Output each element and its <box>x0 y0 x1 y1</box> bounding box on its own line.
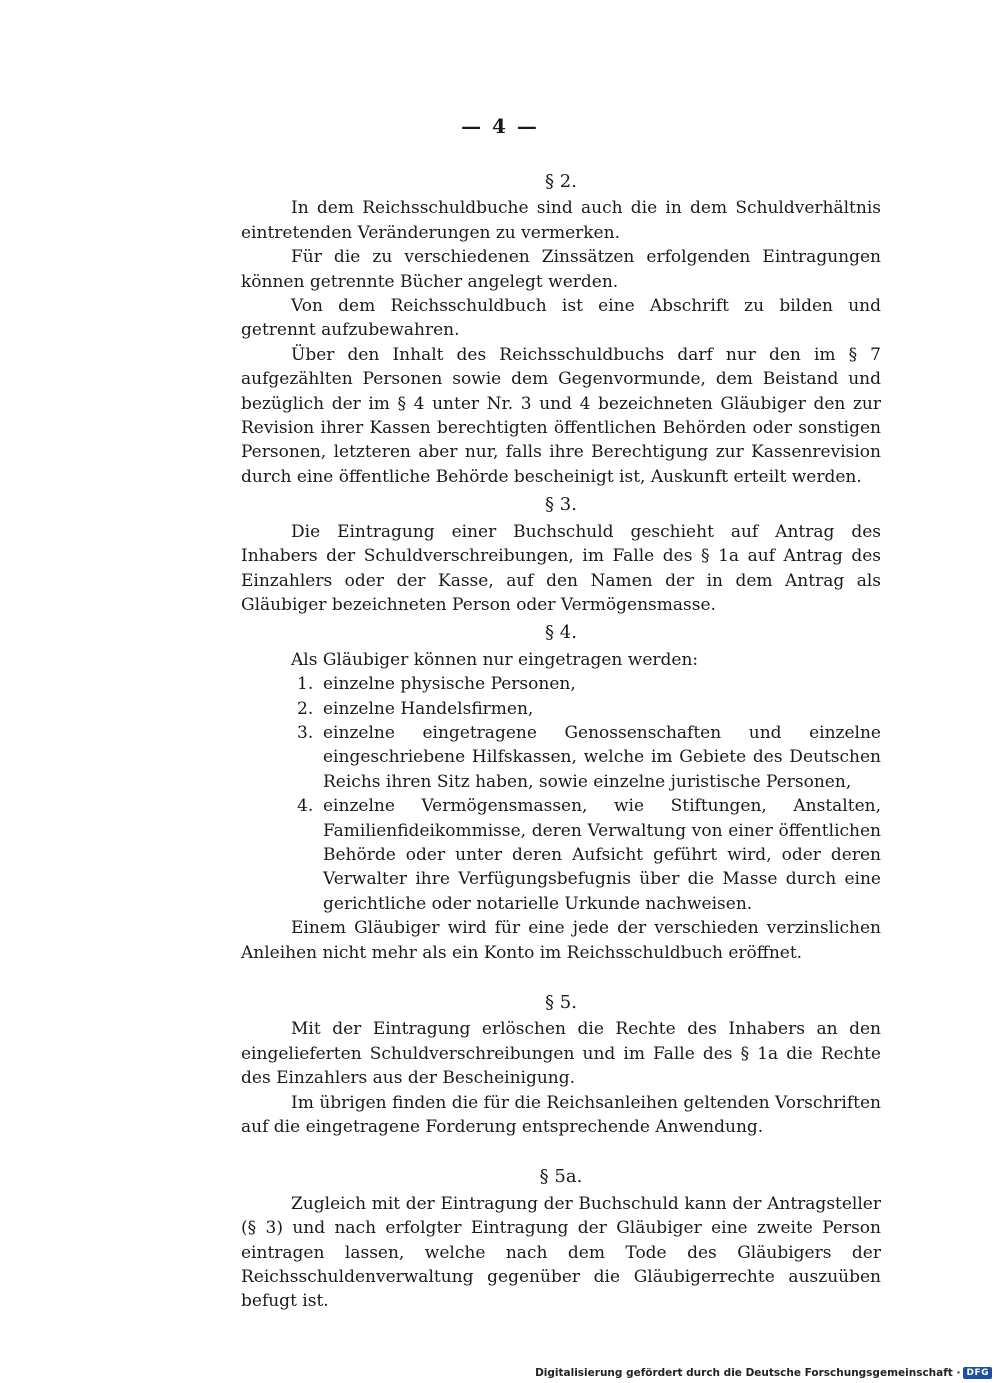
list-item-number: 2. <box>297 698 314 719</box>
list-item-text: einzelne physische Personen, <box>323 674 576 695</box>
list-item-text: einzelne Handelsfirmen, <box>323 698 534 719</box>
list-item-text: einzelne eingetragene Genossenschaften und einzelne eingeschriebene Hilfskassen, welche im Gebiete des Deutschen Reichs ihren Sitz haben, sowie einzelne juristische Personen, <box>323 722 881 792</box>
section-spacer <box>241 965 881 987</box>
list-item <box>241 697 881 721</box>
paragraph: Zugleich mit der Eintragung der Buchschuld kann der Antragsteller (§ 3) und nach erfolgter Eintragung der Gläubiger eine zweite Person eintragen lassen, welche nach dem Tode des Gläubigers der Reichsschuldenverwaltung gegenüber die Gläubigerrechte auszuüben befugt ist. <box>241 1193 881 1312</box>
paragraph: Im übrigen finden die für die Reichsanleihen geltenden Vorschriften auf die eingetragene Forderung entsprechende Anwendung. <box>241 1092 881 1138</box>
dfg-logo: DFG <box>963 1367 992 1379</box>
list-item <box>241 721 881 794</box>
credit-text: Digitalisierung gefördert durch die Deutsche Forschungsgemeinschaft · <box>535 1367 961 1379</box>
paragraph: In dem Reichsschuldbuche sind auch die in dem Schuldverhältnis eintretenden Veränderungen zu vermerken. <box>241 198 881 243</box>
section-heading-4: § 4. <box>545 622 577 644</box>
paragraph: Für die zu verschiedenen Zinssätzen erfolgenden Eintragungen können getrennte Bücher angelegt werden. <box>241 247 881 292</box>
paragraph: Die Eintragung einer Buchschuld geschieht auf Antrag des Inhabers der Schuldverschreibungen, im Falle des § 1a auf Antrag des Einzahlers oder der Kasse, auf den Namen der in dem Antrag als Gläubiger bezeichneten Person oder Vermögensmasse. <box>241 521 881 615</box>
creditor-list <box>241 672 881 916</box>
section-spacer <box>241 1139 881 1161</box>
list-intro: Als Gläubiger können nur eingetragen werden: <box>291 649 699 670</box>
page-number: — 4 — <box>461 114 539 138</box>
list-item-text: einzelne Vermögensmassen, wie Stiftungen, Anstalten, Familienfideikommisse, deren Verwaltung von einer öffentlichen Behörde oder unter deren Aufsicht geführt wird, oder deren Verwalter ihre Verfügungsbefugnis über die Masse durch eine gerichtliche oder notarielle Urkunde nachweisen. <box>323 796 881 914</box>
section-heading-3: § 3. <box>545 494 577 516</box>
paragraph: Von dem Reichsschuldbuch ist eine Abschrift zu bilden und getrennt aufzubewahren. <box>241 296 881 341</box>
paragraph: Über den Inhalt des Reichsschuldbuchs darf nur den im § 7 aufgezählten Personen sowie dem Gegenvormunde, dem Beistand und bezüglich der im § 4 unter Nr. 3 und 4 bezeichneten Gläubiger den zur Revision ihrer Kassen berechtigten öffentlichen Behörden oder sonstigen Personen, letzteren aber nur, falls ihre Berechtigung zur Kassenrevision durch eine öffentliche Behörde bescheinigt ist, Auskunft erteilt werden. <box>241 344 881 487</box>
list-item-number: 3. <box>297 722 314 743</box>
list-item-number: 1. <box>297 674 314 695</box>
digitization-credit <box>535 1367 992 1379</box>
list-item-number: 4. <box>297 796 314 817</box>
section-heading-2: § 2. <box>545 171 577 192</box>
document-body <box>241 166 881 1314</box>
paragraph: Mit der Eintragung erlöschen die Rechte des Inhabers an den eingelieferten Schuldverschreibungen und im Falle des § 1a die Rechte des Einzahlers aus der Bescheinigung. <box>241 1019 881 1089</box>
section-heading-5: § 5. <box>545 992 577 1013</box>
paragraph: Einem Gläubiger wird für eine jede der verschieden verzinslichen Anleihen nicht mehr als ein Konto im Reichsschuldbuch eröffnet. <box>241 918 881 963</box>
list-item <box>241 672 881 696</box>
list-item <box>241 794 881 916</box>
section-heading-5a: § 5a. <box>539 1166 583 1188</box>
